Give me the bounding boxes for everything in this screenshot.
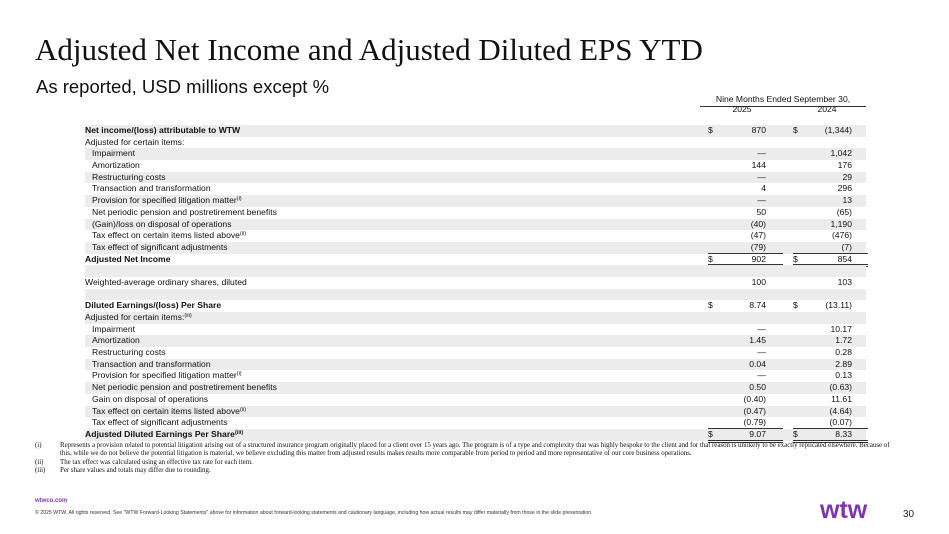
value-2025: 100 [751, 276, 766, 287]
table-row [85, 382, 866, 394]
table-row [85, 265, 866, 277]
row-label: Diluted Earnings/(loss) Per Share [85, 300, 222, 311]
value-2025: 0.04 [749, 358, 766, 369]
currency-2024: $ [793, 428, 798, 439]
row-label: Transaction and transformation [92, 183, 211, 194]
value-2024: (7) [841, 241, 852, 252]
value-2024: (13.11) [825, 300, 852, 311]
footnote-ref: (i) [236, 371, 242, 378]
table-row [85, 312, 866, 324]
svg-text:wtw: wtw [820, 496, 868, 524]
value-2024: 176 [837, 160, 852, 171]
value-2025: (40) [750, 218, 766, 229]
value-2024: (1,344) [824, 125, 852, 135]
table-row [85, 148, 866, 160]
row-label: (Gain)/loss on disposal of operations [92, 218, 232, 229]
value-2024: (0.07) [829, 417, 852, 428]
row-label: Adjusted for certain items: [85, 136, 185, 147]
value-2024: 11.61 [831, 393, 852, 404]
value-2025: — [757, 323, 766, 334]
table-row [85, 195, 866, 207]
footnote [35, 442, 890, 459]
value-2024: 1.72 [835, 335, 852, 346]
footnote [35, 459, 890, 467]
currency-2025: $ [708, 125, 713, 135]
legal-disclaimer: © 2025 WTW. All rights reserved. See "WTW Forward-Looking Statements" above for information about forward-looking statements and cautionary language, including how actual results may differ materially from those in the slide presentation. [35, 510, 593, 516]
row-label: Tax effect on certain items listed above$^{(ii)}$ [92, 405, 247, 416]
year-header-2024: 2024 [817, 104, 837, 114]
footnote-ref: (iii) [184, 313, 192, 319]
currency-2024: $ [793, 125, 798, 135]
currency-2024: $ [793, 253, 798, 264]
currency-2024: $ [793, 300, 798, 311]
table-row [85, 324, 866, 336]
row-label: Amortization [92, 335, 140, 346]
value-2025: 9.07 [749, 428, 766, 439]
page-title: Adjusted Net Income and Adjusted Diluted EPS YTD [35, 32, 703, 67]
value-2024: 10.17 [830, 323, 852, 334]
table-row [85, 289, 866, 301]
table-row [85, 347, 866, 359]
table-row [85, 359, 866, 371]
table-row [85, 370, 866, 382]
value-2025: — [757, 370, 766, 381]
footnote-ref: (ii) [239, 231, 247, 238]
footnote-text: The tax effect was calculated using an effective tax rate for each item. [60, 458, 253, 466]
value-2024: (476) [831, 230, 852, 241]
value-2025: — [757, 195, 766, 206]
currency-2025: $ [708, 428, 713, 439]
value-2024: 296 [837, 183, 852, 194]
value-2025: 50 [756, 206, 766, 217]
footnote-number: (i) [35, 442, 42, 449]
row-label: Adjusted Diluted Earnings Per Share$^{(iii)}$ [85, 428, 244, 439]
table-row [85, 277, 866, 289]
value-2024: (0.63) [829, 382, 852, 393]
table-row [85, 207, 866, 219]
row-label: Tax effect on certain items listed above$^{(ii)}$ [92, 230, 247, 241]
footnote-number: (ii) [35, 458, 44, 466]
row-label: Adjusted Net Income [85, 253, 171, 264]
table-row [85, 394, 866, 406]
row-label: Restructuring costs [92, 171, 166, 182]
value-2024: 13 [842, 195, 852, 206]
table-row [85, 242, 866, 254]
value-2024: 29 [842, 171, 852, 182]
website-link[interactable]: wtwco.com [35, 498, 68, 504]
value-2025: 902 [751, 253, 766, 264]
wtw-logo-icon [820, 496, 880, 524]
row-label: Adjusted for certain items:$^{(iii)}$ [85, 312, 192, 322]
value-2025: 144 [751, 160, 766, 171]
wtw-logo [820, 496, 880, 529]
table-row [85, 125, 866, 137]
footnote-text: Represents a provision related to potential litigation arising out of a structured insurance program originally placed for a client over 15 years ago. The program is of a type and complexity that was highly bespoke to the client and for that reason is unlikely to be exactly replicated elsewhere. Because of this, while we do not believe the potential litigation is material, we believe excluding this matter from adjusted results makes results more comparable from period to period and more representative of our core business operations. [60, 442, 890, 458]
footnote-text: Per share values and totals may differ due to rounding. [60, 466, 211, 474]
page-number: 30 [903, 509, 915, 520]
row-label: Impairment [92, 323, 135, 334]
value-2025: 0.50 [749, 382, 766, 393]
value-2025: (79) [750, 241, 766, 252]
table-row [85, 335, 866, 347]
page-subtitle: As reported, USD millions except % [36, 76, 330, 97]
value-2025: 870 [751, 125, 766, 135]
footnote-ref: (ii) [239, 406, 247, 413]
value-2024: (65) [836, 206, 852, 217]
table-row [85, 254, 866, 266]
row-label: Transaction and transformation [92, 358, 211, 369]
period-header: Nine Months Ended September 30, [700, 94, 866, 107]
row-label: Net periodic pension and postretirement benefits [92, 382, 277, 393]
table-row [85, 172, 866, 184]
table-row [85, 183, 866, 195]
footnote-ref: (iii) [234, 429, 244, 436]
table-row [85, 406, 866, 418]
table-row [85, 137, 866, 149]
value-2025: (0.47) [743, 405, 766, 416]
footnote [35, 467, 890, 475]
footnotes [35, 442, 890, 475]
value-2024: (4.64) [829, 405, 852, 416]
value-2025: 1.45 [749, 335, 766, 346]
table-row [85, 429, 866, 441]
financial-table [85, 125, 866, 441]
table-row [85, 219, 866, 231]
value-2025: 8.74 [749, 300, 766, 311]
value-2025: (0.79) [743, 417, 766, 428]
footnote-ref: (i) [236, 196, 242, 203]
value-2025: 4 [761, 183, 766, 194]
row-label: Net periodic pension and postretirement benefits [92, 206, 277, 217]
value-2025: — [757, 171, 766, 182]
value-2024: 854 [837, 253, 852, 264]
row-label: Amortization [92, 160, 140, 171]
footnote-number: (iii) [35, 466, 46, 474]
value-2024: 1,042 [830, 148, 852, 159]
table-row [85, 160, 866, 172]
year-header-2025: 2025 [732, 104, 752, 114]
value-2025: — [757, 347, 766, 358]
value-2025: (0.40) [743, 393, 766, 404]
value-2024: 8.33 [835, 428, 852, 439]
row-label: Provision for specified litigation matter$^{(i)}$ [92, 370, 242, 381]
currency-2025: $ [708, 300, 713, 311]
row-label: Net income/(loss) attributable to WTW [85, 125, 241, 135]
table-row [85, 230, 866, 242]
value-2025: — [757, 148, 766, 159]
value-2024: 0.13 [835, 370, 852, 381]
row-label: Tax effect of significant adjustments [92, 417, 228, 428]
row-label: Restructuring costs [92, 347, 166, 358]
row-label: Gain on disposal of operations [92, 393, 209, 404]
value-2024: 1,190 [830, 218, 852, 229]
currency-2025: $ [708, 253, 713, 264]
row-label: Tax effect of significant adjustments [92, 241, 228, 252]
value-2024: 0.28 [835, 347, 852, 358]
value-2024: 103 [837, 276, 852, 287]
value-2024: 2.89 [835, 358, 852, 369]
row-label: Provision for specified litigation matter$^{(i)}$ [92, 195, 242, 206]
row-label: Impairment [92, 148, 135, 159]
value-2025: (47) [750, 230, 766, 241]
table-row [85, 300, 866, 312]
row-label: Weighted-average ordinary shares, diluted [85, 276, 247, 287]
table-row [85, 417, 866, 429]
